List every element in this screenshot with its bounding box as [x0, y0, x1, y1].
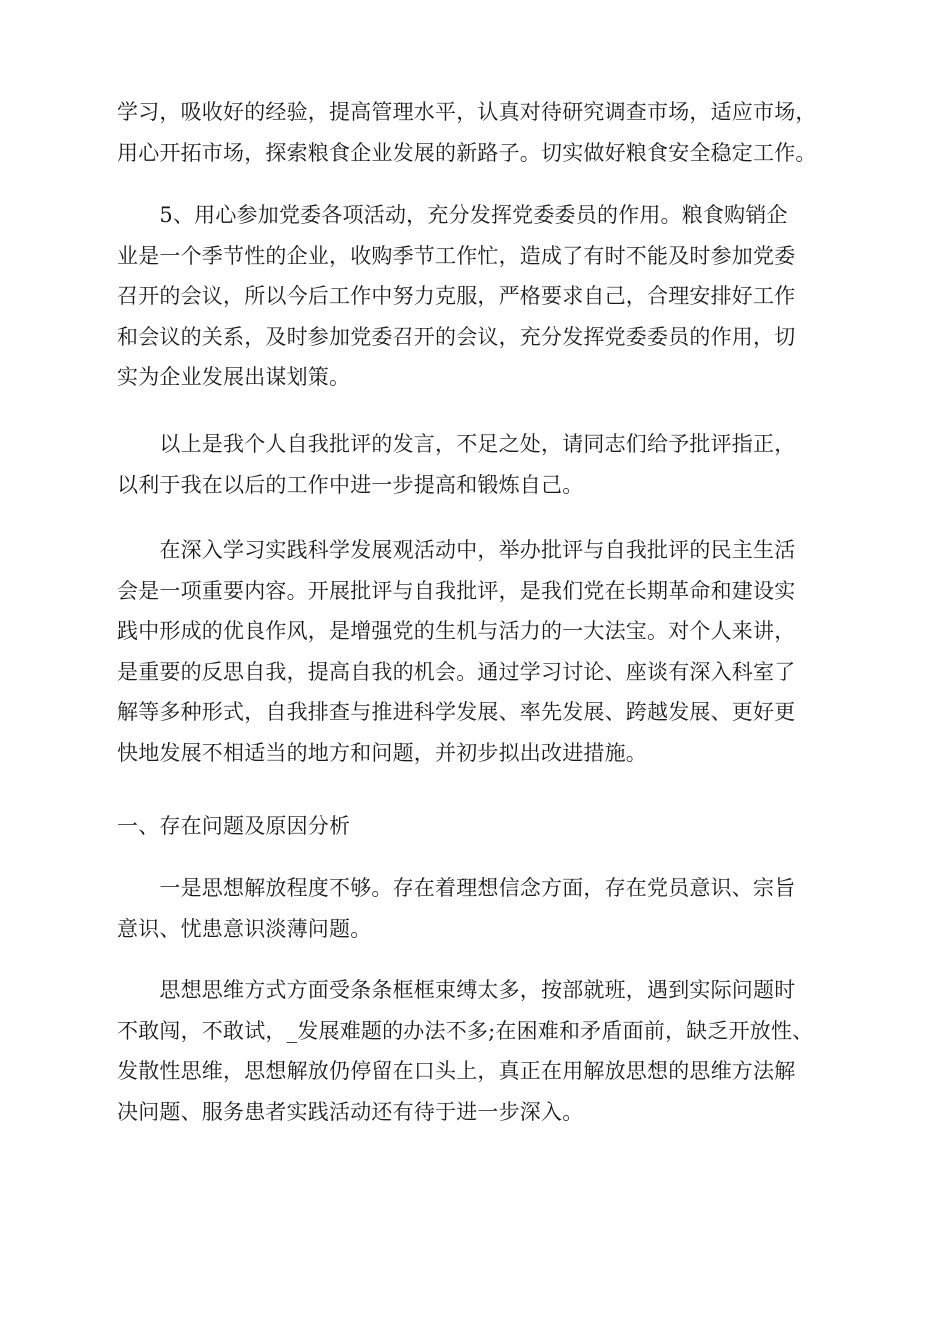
text-line: 发散性思维，思想解放仍停留在口头上，真正在用解放思想的思维方法解	[117, 1059, 796, 1083]
text-line: 实为企业发展出谋划策。	[117, 365, 351, 389]
text-line: 会是一项重要内容。开展批评与自我批评，是我们党在长期革命和建设实	[117, 578, 796, 603]
text-line: 快地发展不相适当的地方和问题，并初步拟出改进措施。	[117, 740, 647, 765]
paragraph-party-committee	[117, 195, 837, 398]
text-line: 意识、忧患意识淡薄问题。	[117, 916, 372, 941]
paragraph-thought-liberation	[117, 868, 837, 949]
paragraph-market-study	[117, 92, 837, 173]
text-line: 召开的会议，所以今后工作中努力克服，严格要求自己，合理安排好工作	[117, 284, 796, 308]
paragraph-thinking-mode	[117, 970, 837, 1132]
text-line: 思想思维方式方面受条条框框束缚太多，按部就班，遇到实际问题时	[117, 978, 796, 1002]
paragraph-democratic-meeting	[117, 530, 837, 773]
text-line: 学习，吸收好的经验，提高管理水平，认真对待研究调查市场，适应市场，	[117, 100, 817, 124]
text-line: 决问题、服务患者实践活动还有待于进一步深入。	[117, 1099, 584, 1124]
text-line: 用心开拓市场，探索粮食企业发展的新路子。切实做好粮食安全稳定工作。	[117, 140, 817, 165]
text-line: 一、存在问题及原因分析	[117, 814, 351, 838]
text-line: 一是思想解放程度不够。存在着理想信念方面，存在党员意识、宗旨	[117, 876, 796, 900]
text-line: 不敢闯，不敢试，_发展难题的办法不多;在困难和矛盾面前，缺乏开放性、	[117, 1018, 814, 1043]
text-line: 是重要的反思自我，提高自我的机会。通过学习讨论、座谈有深入科室了	[117, 659, 796, 684]
text-line: 在深入学习实践科学发展观活动中，举办批评与自我批评的民主生活	[117, 538, 796, 562]
paragraph-self-criticism-close	[117, 424, 837, 505]
text-line: 业是一个季节性的企业，收购季节工作忙，造成了有时不能及时参加党委	[117, 243, 796, 268]
text-line: 践中形成的优良作风，是增强党的生机与活力的一大法宝。对个人来讲，	[117, 619, 796, 643]
section-heading-problems	[117, 806, 837, 847]
text-line: 以上是我个人自我批评的发言，不足之处，请同志们给予批评指正，	[117, 432, 796, 456]
text-line: 和会议的关系，及时参加党委召开的会议，充分发挥党委委员的作用，切	[117, 324, 796, 349]
text-line: 5、用心参加党委各项活动，充分发挥党委委员的作用。粮食购销企	[117, 203, 788, 227]
text-line: 解等多种形式，自我排查与推进科学发展、率先发展、跨越发展、更好更	[117, 700, 796, 724]
text-line: 以利于我在以后的工作中进一步提高和锻炼自己。	[117, 472, 584, 497]
